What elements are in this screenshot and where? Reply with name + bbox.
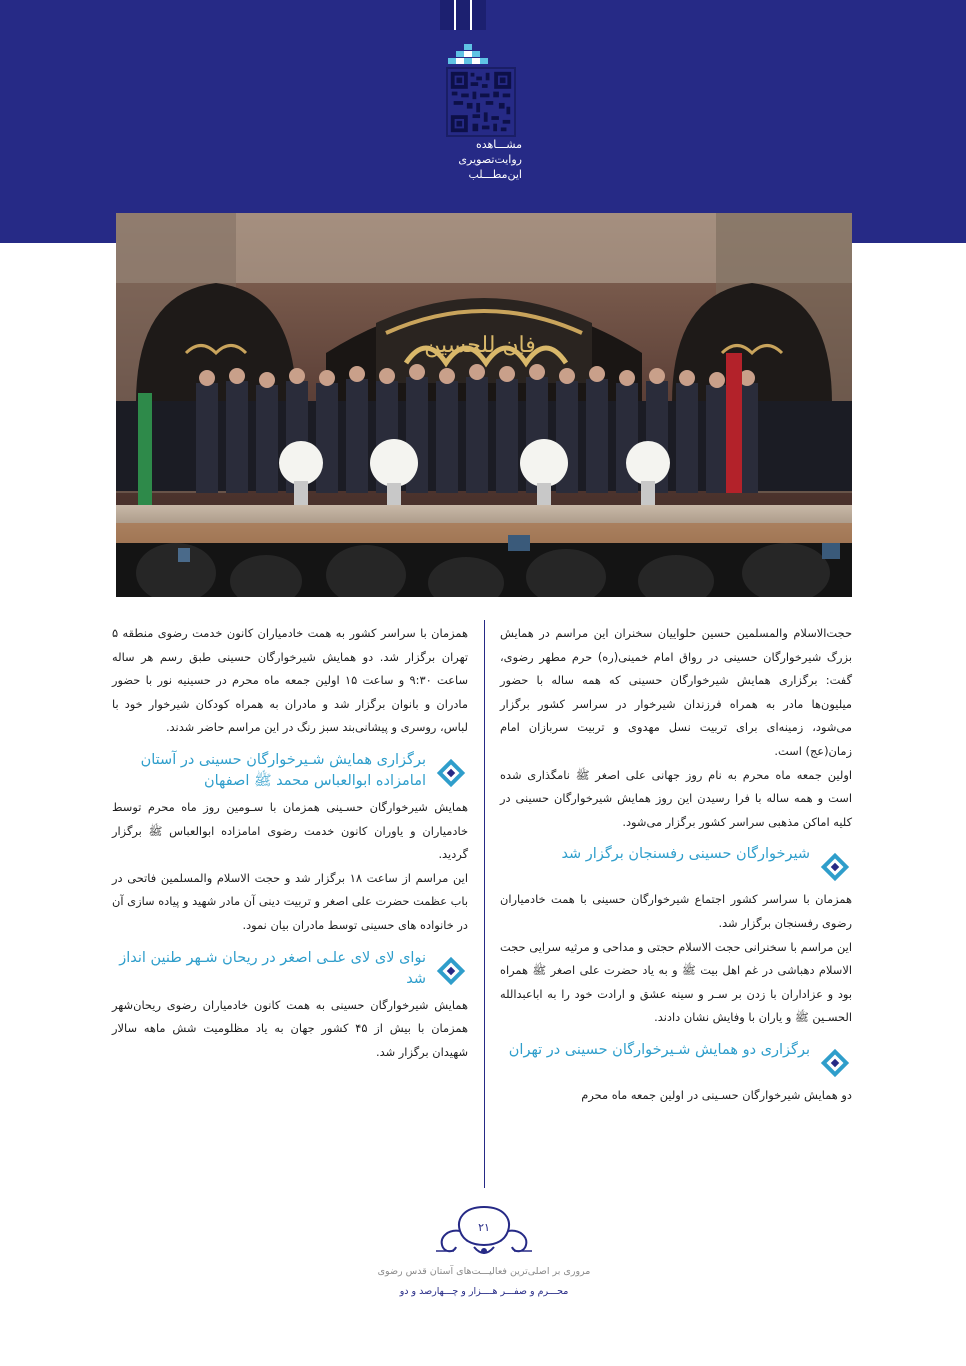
- shrine-logo-icon: [448, 44, 488, 66]
- paragraph: حجت‌الاسلام والمسلمین حسین حلواییان سخنران این مراسم در همایش بزرگ شیرخوارگان حسینی در رواق امام خمینی(ره) حرم مطهر رضوی، گفت: برگزاری همایش شیرخوارگان حسینی که همه ساله با حضور میلیون‌ها مادر به همراه فرزندان شیرخوار در سراسر کشور برگزار می‌شود، زمینه‌ای برای تربیت نسل مهدوی و تربیت سربازان امام زمان(عج) است.: [500, 626, 852, 758]
- qr-caption-line2: روایت‌تصویری: [458, 153, 522, 166]
- heading-text: برگزاری دو همایش شـیرخوارگان حسینی در تهران: [508, 1041, 810, 1058]
- footer-publication-title: مروری بر اصلی‌ترین فعالیـــت‌های آستان قدس رضوی: [377, 1266, 591, 1277]
- ornament-icon: [434, 756, 468, 790]
- heading-text: برگزاری همایش شـیرخوارگان حسینی در آستان امامزاده ابوالعباس محمد ﷺ اصفهان: [140, 751, 426, 789]
- paragraph: همزمان با سراسر کشور اجتماع شیرخوارگان حسینی با همت خادمیاران رضوی رفسنجان برگزار شد.: [500, 892, 852, 930]
- article-column-right: [500, 622, 852, 1108]
- paragraph: این مراسم از ساعت ۱۸ برگزار شد و حجت الاسلام والمسلمین فاتحی در باب عظمت حضرت علی اصغر و تربیت دینی آن مادر شهید و پیاده سازی آن در خانواده های حسینی توسط مادران بیان نمود.: [112, 870, 468, 932]
- qr-code[interactable]: [446, 67, 516, 137]
- paragraph: همایش شیرخوارگان حسـینی همزمان با سـومین روز ماه محرم توسط خادمیاران و یاوران کانون خدمت رضوی امامزاده ابوالعباس ﷺ برگزار گردید.: [112, 799, 468, 862]
- footer-issue-date: محـــرم و صفـــر هــــزار و چـــهارصد و دو: [399, 1286, 569, 1297]
- heading-text: نوای لای لای علـی اصغر در ریحان شـهر طنین انداز شد: [119, 949, 426, 987]
- page-number: ۲۱: [478, 1221, 490, 1234]
- header-tab: [440, 0, 486, 30]
- section-heading: [112, 750, 468, 792]
- column-divider: [484, 620, 485, 1188]
- article-column-left: [112, 622, 468, 1064]
- paragraph: دو همایش شیرخوارگان حسـینی در اولین جمعه ماه محرم: [581, 1087, 852, 1102]
- photo-banner-text: فإن للحسین: [424, 333, 536, 358]
- page-number-ornament-icon: [434, 1205, 534, 1265]
- heading-text: شیرخوارگان حسینی رفسنجان برگزار شد: [561, 846, 810, 863]
- section-heading: [500, 1040, 852, 1080]
- section-heading: [112, 948, 468, 990]
- qr-caption: [426, 137, 522, 182]
- section-heading: [500, 844, 852, 884]
- ornament-icon: [818, 1046, 852, 1080]
- qr-caption-line1: مشـــاهده: [475, 138, 522, 151]
- ceremony-photo: [116, 213, 852, 597]
- paragraph: همزمان با سراسر کشور به همت خادمیاران کانون خدمت رضوی منطقه ۵ تهران برگزار شد. دو همایش شیرخوارگان حسینی طبق رسم هر ساله ساعت ۹:۳۰ و ساعت ۱۵ اولین جمعه ماه محرم در حسینیه نور با حضور مادران و بانوان برگزار شد و مادران به همراه کودکان شیرخوار خود با لباس، روسری و پیشانی‌بند سبز رنگ در این مراسم حاضر شدند.: [112, 626, 469, 735]
- paragraph: این مراسم با سخنرانی حجت الاسلام حجتی و مداحی و مرثیه سرایی حجت الاسلام دهباشی در غم اهل بیت ﷺ و به یاد حضرت علی اصغر ﷺ همراه بود و عزاداران با زدن بر سـر و سینه عشق و ارادت خود را به اباعبدالله الحسـین ﷺ و یاران با وفایش نشان دادند.: [500, 939, 852, 1025]
- ornament-icon: [818, 850, 852, 884]
- paragraph: اولین جمعه ماه محرم به نام روز جهانی علی اصغر ﷺ نامگذاری شده است و همه ساله با فرا رسیدن این روز همایش شیرخوارگان حسینی در کلیه اماکن مذهبی سراسر کشور برگزار می‌شود.: [500, 767, 852, 829]
- qr-caption-line3: این‌مطـــلب: [468, 168, 522, 181]
- paragraph: همایش شیرخوارگان حسینی به همت کانون خادمیاران رضوی ریحان‌شهر همزمان با بیش از ۴۵ کشور جهان به یاد مظلومیت شش ماهه سالار شهیدان برگزار شد.: [112, 997, 469, 1059]
- ornament-icon: [434, 954, 468, 988]
